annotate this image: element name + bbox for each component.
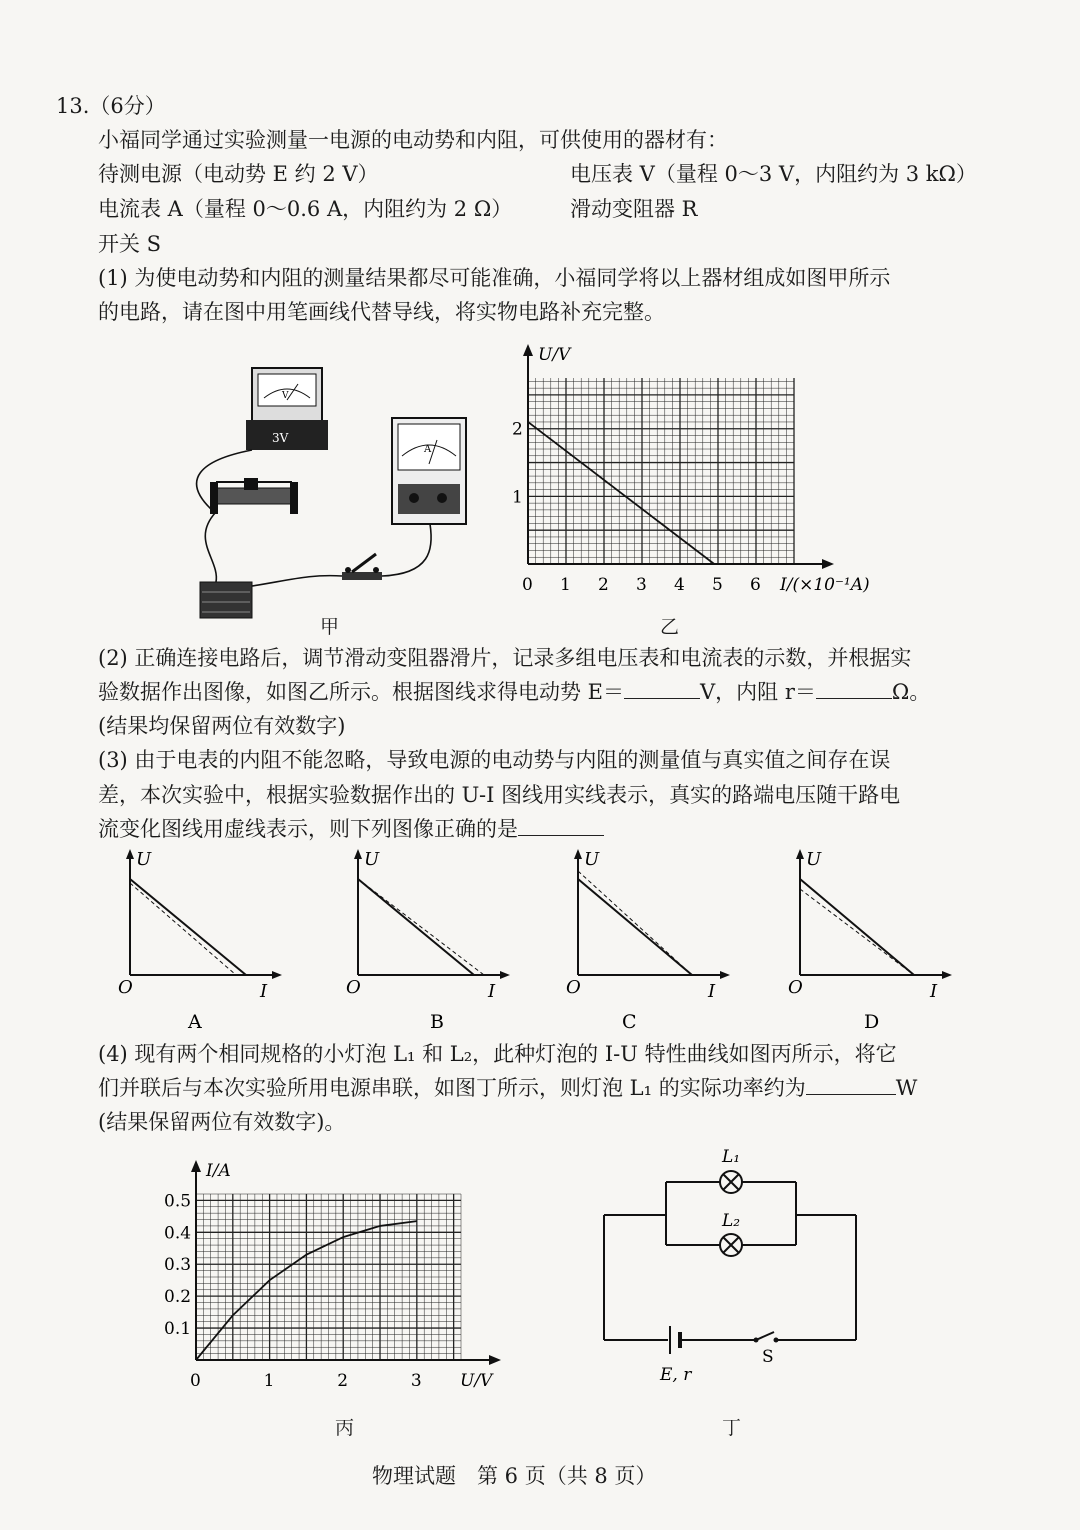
- caption-ding: 丁: [722, 1417, 742, 1439]
- y-tick-label: 0.5: [164, 1191, 192, 1212]
- part4-line2: 们并联后与本次实验所用电源串联，如图丁所示，则灯泡 L₁ 的实际功率约为 W: [98, 1076, 918, 1100]
- svg-text:I: I: [708, 981, 716, 1002]
- part4-line1: (4) 现有两个相同规格的小灯泡 L₁ 和 L₂，此种灯泡的 I-U 特性曲线如图丙所示，将它: [98, 1042, 897, 1066]
- part2-line2: 验数据作出图像，如图乙所示。根据图线求得电动势 E＝ V，内阻 r＝ Ω。: [98, 680, 931, 704]
- svg-text:L₂: L₂: [722, 1211, 741, 1231]
- y-tick-label: 1: [512, 487, 523, 508]
- svg-text:U: U: [364, 849, 380, 870]
- question-number: 13.（6分）: [56, 94, 166, 118]
- switch-device: [342, 554, 382, 580]
- y-tick-label: 0.3: [164, 1255, 192, 1276]
- equipment-source: 待测电源（电动势 E 约 2 V）: [98, 162, 379, 186]
- part4-line3: (结果保留两位有效数字)。: [98, 1110, 346, 1134]
- svg-text:C: C: [622, 1011, 637, 1033]
- svg-text:A: A: [424, 444, 432, 455]
- part3-line2: 差，本次实验中，根据实验数据作出的 U-I 图线用实线表示，真实的路端电压随干路电: [98, 783, 901, 807]
- y-axis-arrow: [523, 344, 533, 356]
- svg-text:S: S: [762, 1347, 774, 1367]
- answer-blank-option[interactable]: [518, 815, 604, 836]
- ammeter-device: [392, 418, 466, 524]
- option-c-graph: [566, 849, 730, 1033]
- svg-text:I: I: [260, 981, 268, 1002]
- option-b-graph: [346, 849, 510, 1033]
- equipment-voltmeter: 电压表 V（量程 0～3 V，内阻约为 3 kΩ）: [570, 162, 977, 186]
- part1-line1: (1) 为使电动势和内阻的测量结果都尽可能准确，小福同学将以上器材组成如图甲所示: [98, 266, 891, 290]
- rheostat-device: [210, 478, 298, 514]
- y-tick-label: 0.4: [164, 1223, 192, 1244]
- x-tick-label: 2: [598, 575, 609, 595]
- svg-text:U: U: [584, 849, 600, 870]
- part3-line1: (3) 由于电表的内阻不能忽略，导致电源的电动势与内阻的测量值与真实值之间存在误: [98, 748, 891, 772]
- page-footer: 物理试题 第 6 页（共 8 页）: [372, 1464, 657, 1488]
- part2-line1: (2) 正确连接电路后，调节滑动变阻器滑片，记录多组电压表和电流表的示数，并根据实: [98, 646, 912, 670]
- caption-bing: 丙: [335, 1417, 355, 1439]
- equipment-ammeter: 电流表 A（量程 0～0.6 A，内阻约为 2 Ω）: [98, 197, 513, 221]
- figure-bing-chart: [150, 1138, 510, 1408]
- data-series-line: [528, 422, 714, 564]
- svg-text:O: O: [346, 977, 361, 998]
- figure-ding-circuit: [590, 1140, 880, 1400]
- svg-text:O: O: [566, 977, 581, 998]
- x-tick-label: 0: [190, 1371, 201, 1391]
- x-tick-label: 1: [560, 575, 571, 595]
- x-tick-label: 5: [712, 575, 723, 595]
- answer-blank-power[interactable]: [806, 1074, 896, 1095]
- x-axis-label: I/(×10⁻¹A): [780, 575, 870, 595]
- svg-text:E, r: E, r: [660, 1365, 692, 1385]
- battery-device: [200, 582, 252, 618]
- x-tick-label: 1: [263, 1371, 275, 1391]
- x-axis-arrow: [822, 559, 834, 569]
- y-axis-label: I/A: [206, 1161, 231, 1181]
- y-tick-label: 0.2: [164, 1287, 192, 1308]
- svg-text:U: U: [136, 849, 152, 870]
- x-tick-label: 2: [337, 1371, 349, 1391]
- lamp-l2-symbol: [720, 1234, 742, 1256]
- answer-blank-emf[interactable]: [624, 678, 700, 699]
- svg-text:3V: 3V: [272, 431, 289, 445]
- equipment-rheostat: 滑动变阻器 R: [570, 197, 698, 221]
- svg-text:B: B: [430, 1011, 444, 1033]
- lamp-l1-symbol: [720, 1171, 742, 1193]
- y-axis-arrow: [191, 1160, 201, 1172]
- battery-symbol: [670, 1326, 680, 1354]
- svg-text:D: D: [864, 1011, 880, 1033]
- x-tick-label: 6: [750, 575, 761, 595]
- x-axis-label: U/V: [460, 1371, 493, 1391]
- figure-yi-chart: [490, 330, 890, 610]
- caption-jia: 甲: [320, 616, 340, 638]
- switch-symbol: [754, 1332, 779, 1343]
- svg-text:L₁: L₁: [722, 1147, 741, 1167]
- svg-text:I: I: [930, 981, 938, 1002]
- x-tick-label: 4: [674, 575, 685, 595]
- svg-text:U: U: [806, 849, 822, 870]
- x-tick-label: 0: [522, 575, 533, 595]
- option-graphs: [100, 845, 980, 1040]
- part1-line2: 的电路，请在图中用笔画线代替导线，将实物电路补充完整。: [98, 300, 665, 324]
- x-axis-arrow: [489, 1355, 501, 1365]
- option-d-graph: [788, 849, 952, 1033]
- y-tick-label: 0.1: [164, 1319, 192, 1340]
- svg-text:A: A: [188, 1011, 202, 1033]
- x-tick-label: 3: [636, 575, 647, 595]
- part2-line3: (结果均保留两位有效数字): [98, 714, 346, 738]
- svg-text:V: V: [282, 391, 289, 401]
- voltmeter-device: [246, 368, 328, 450]
- question-intro: 小福同学通过实验测量一电源的电动势和内阻，可供使用的器材有：: [98, 128, 728, 152]
- x-tick-label: 3: [410, 1371, 422, 1391]
- y-axis-label: U/V: [538, 345, 571, 365]
- option-a-graph: [118, 849, 282, 1033]
- answer-blank-resistance[interactable]: [816, 678, 892, 699]
- equipment-switch: 开关 S: [98, 232, 162, 256]
- part3-line3: 流变化图线用虚线表示，则下列图像正确的是: [98, 815, 604, 843]
- svg-text:I: I: [488, 981, 496, 1002]
- svg-text:O: O: [788, 977, 803, 998]
- svg-text:O: O: [118, 977, 133, 998]
- figure-jia: [180, 360, 480, 620]
- caption-yi: 乙: [660, 616, 680, 638]
- y-tick-label: 2: [512, 419, 523, 440]
